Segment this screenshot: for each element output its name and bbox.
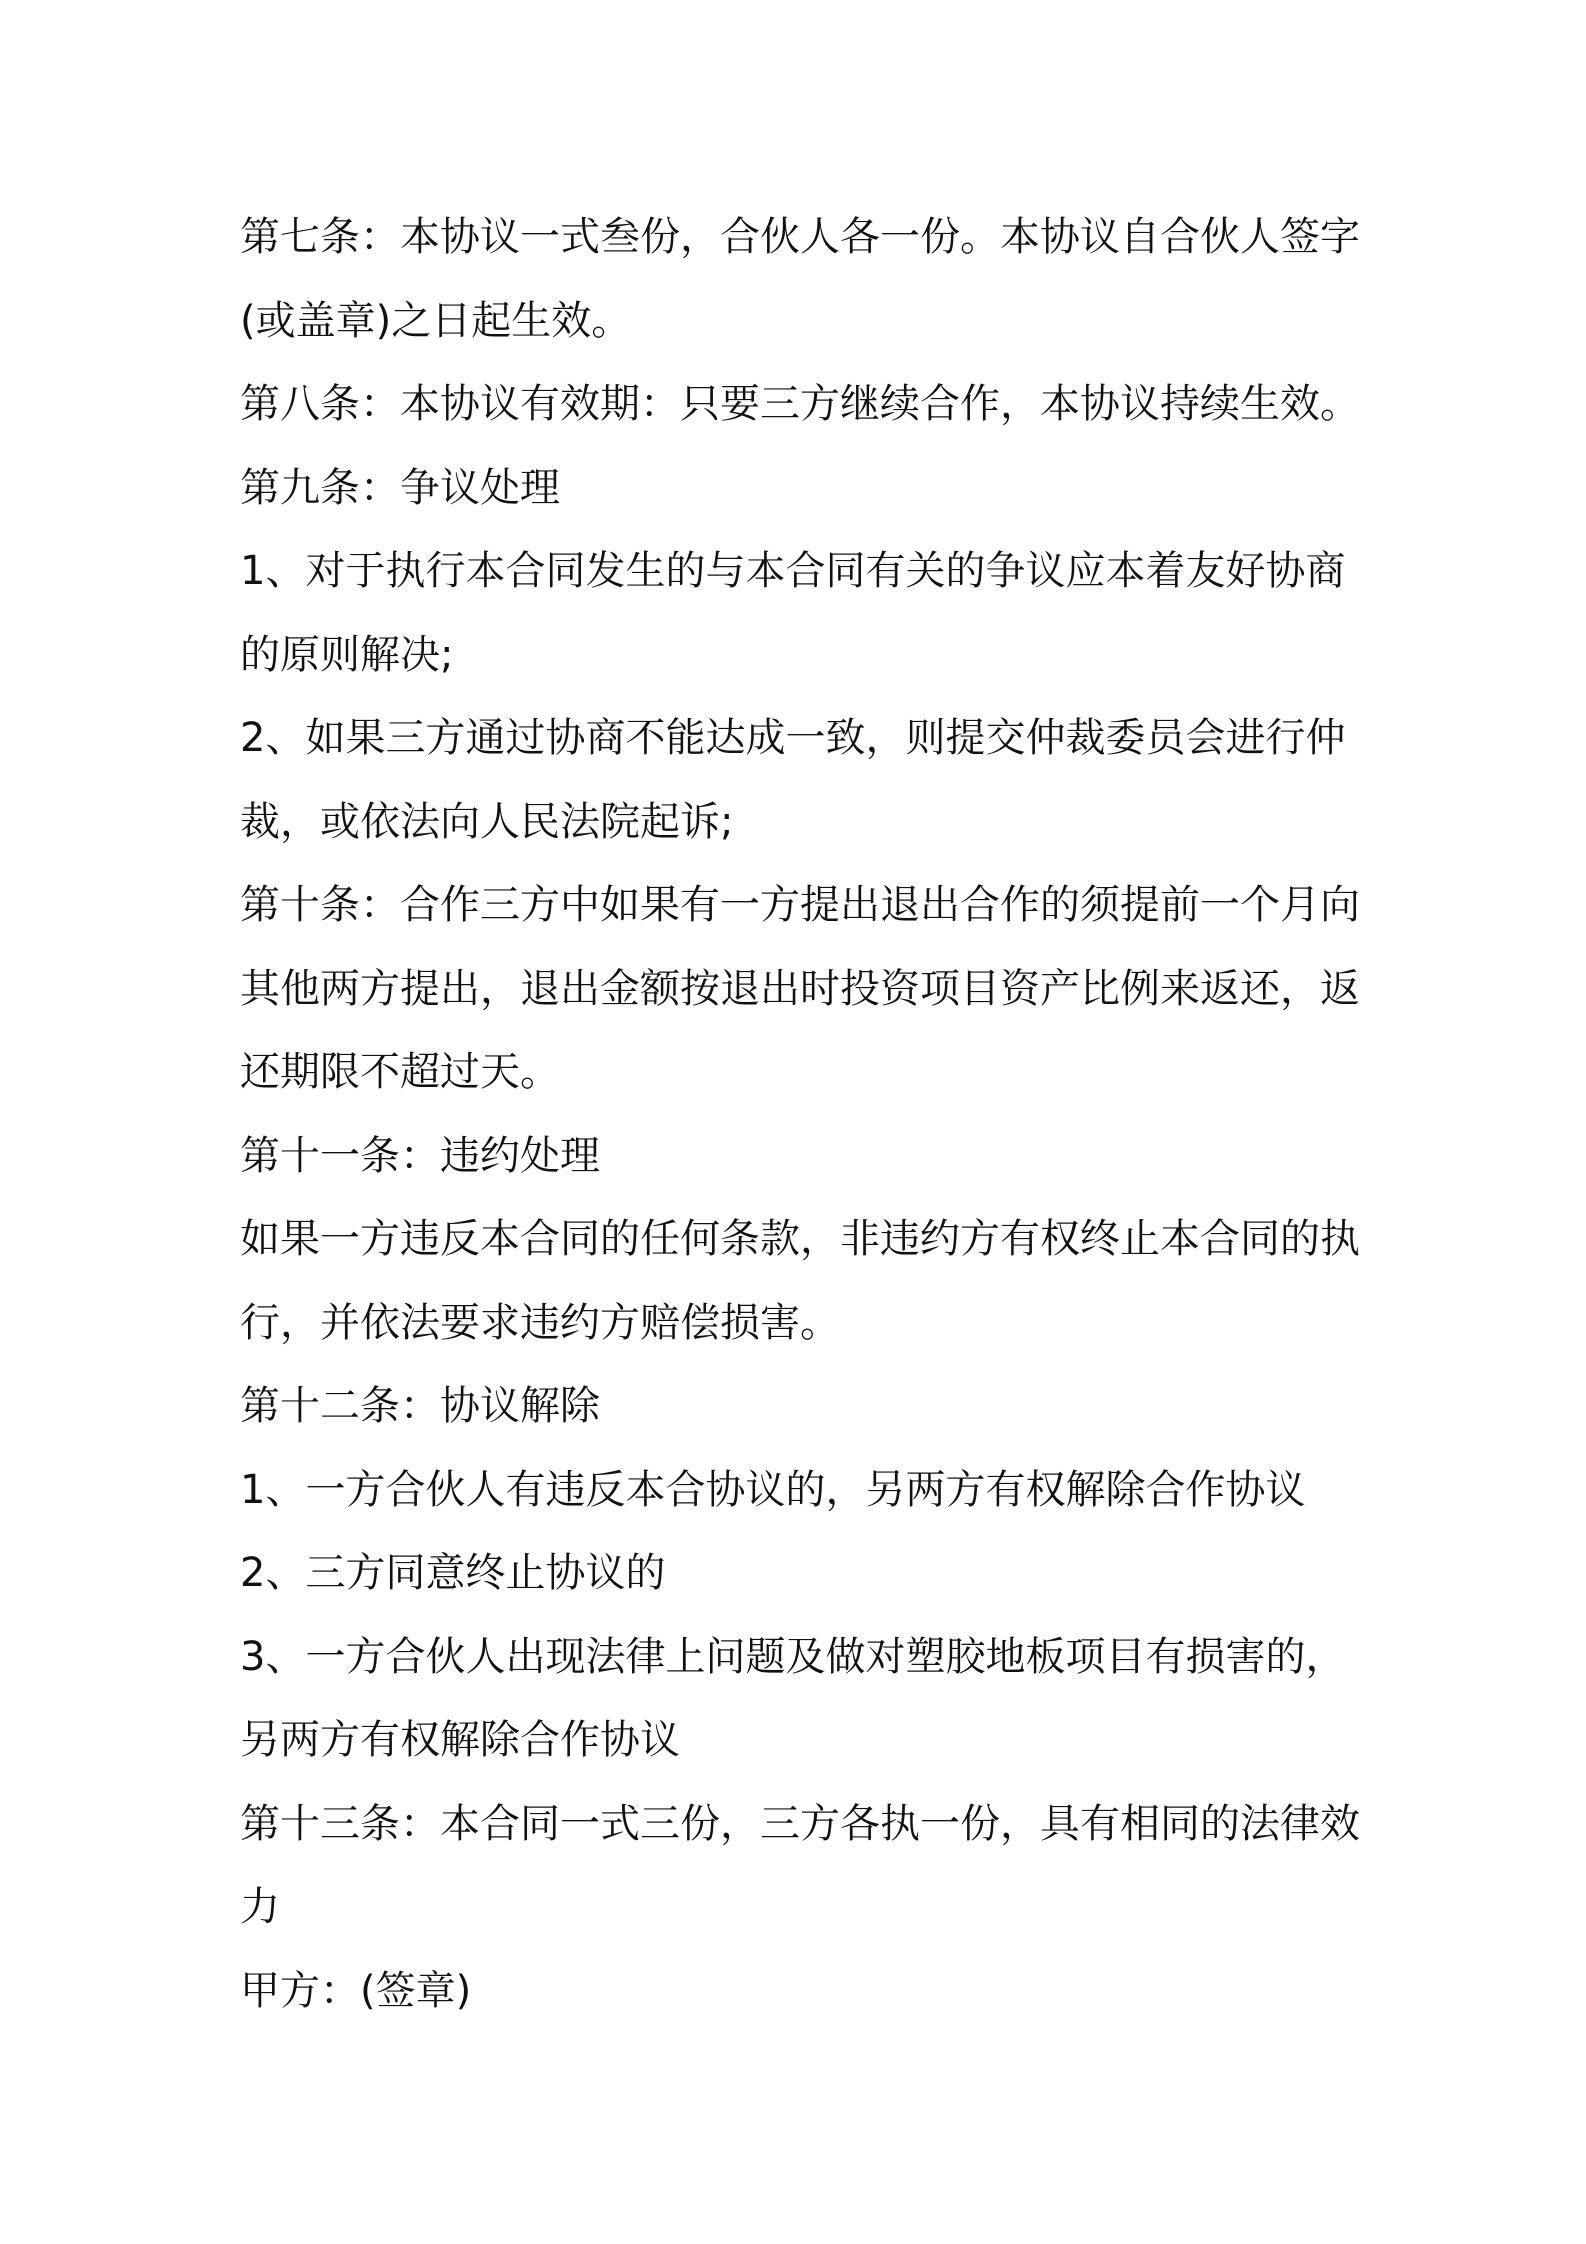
clause-12-item-1: 1、一方合伙人有违反本合协议的，另两方有权解除合作协议 <box>240 1466 1306 1513</box>
clause-12-item-2: 2、三方同意终止协议的 <box>240 1550 666 1596</box>
clause-9-item-1-line-1: 1、对于执行本合同发生的与本合同有关的争议应本着友好协商 <box>240 548 1346 594</box>
clause-13-line-2: 力 <box>240 1884 280 1930</box>
clause-11-heading: 第十一条：违约处理 <box>240 1132 600 1179</box>
clause-9-item-2-line-1: 2、如果三方通过协商不能达成一致，则提交仲裁委员会进行仲 <box>240 715 1346 761</box>
clause-9-item-2-line-2: 裁，或依法向人民法院起诉; <box>240 798 734 845</box>
clause-12-item-3-line-1: 3、一方合伙人出现法律上问题及做对塑胶地板项目有损害的， <box>240 1633 1346 1680</box>
clause-9-heading: 第九条：争议处理 <box>240 464 560 511</box>
document-body <box>240 196 1360 2033</box>
clause-13-line-1: 第十三条：本合同一式三份，三方各执一份，具有相同的法律效 <box>240 1800 1360 1847</box>
clause-9-item-1-line-2: 的原则解决; <box>240 631 454 678</box>
clause-10-line-1: 第十条：合作三方中如果有一方提出退出合作的须提前一个月向 <box>240 882 1360 928</box>
clause-8: 第八条：本协议有效期：只要三方继续合作，本协议持续生效。 <box>240 381 1360 427</box>
clause-12-heading: 第十二条：协议解除 <box>240 1383 600 1429</box>
clause-12-item-3-line-2: 另两方有权解除合作协议 <box>240 1717 680 1763</box>
party-a-signature: 甲方：(签章) <box>240 1967 472 2014</box>
clause-7-line-2: (或盖章)之日起生效。 <box>240 297 632 344</box>
clause-11-body-line-2: 行，并依法要求违约方赔偿损害。 <box>240 1299 840 1346</box>
clause-7-line-1: 第七条：本协议一式叁份，合伙人各一份。本协议自合伙人签字 <box>240 214 1360 260</box>
clause-10-line-2: 其他两方提出，退出金额按退出时投资项目资产比例来返还，返 <box>240 965 1360 1012</box>
clause-11-body-line-1: 如果一方违反本合同的任何条款，非违约方有权终止本合同的执 <box>240 1216 1360 1262</box>
clause-10-line-3: 还期限不超过天。 <box>240 1049 560 1095</box>
